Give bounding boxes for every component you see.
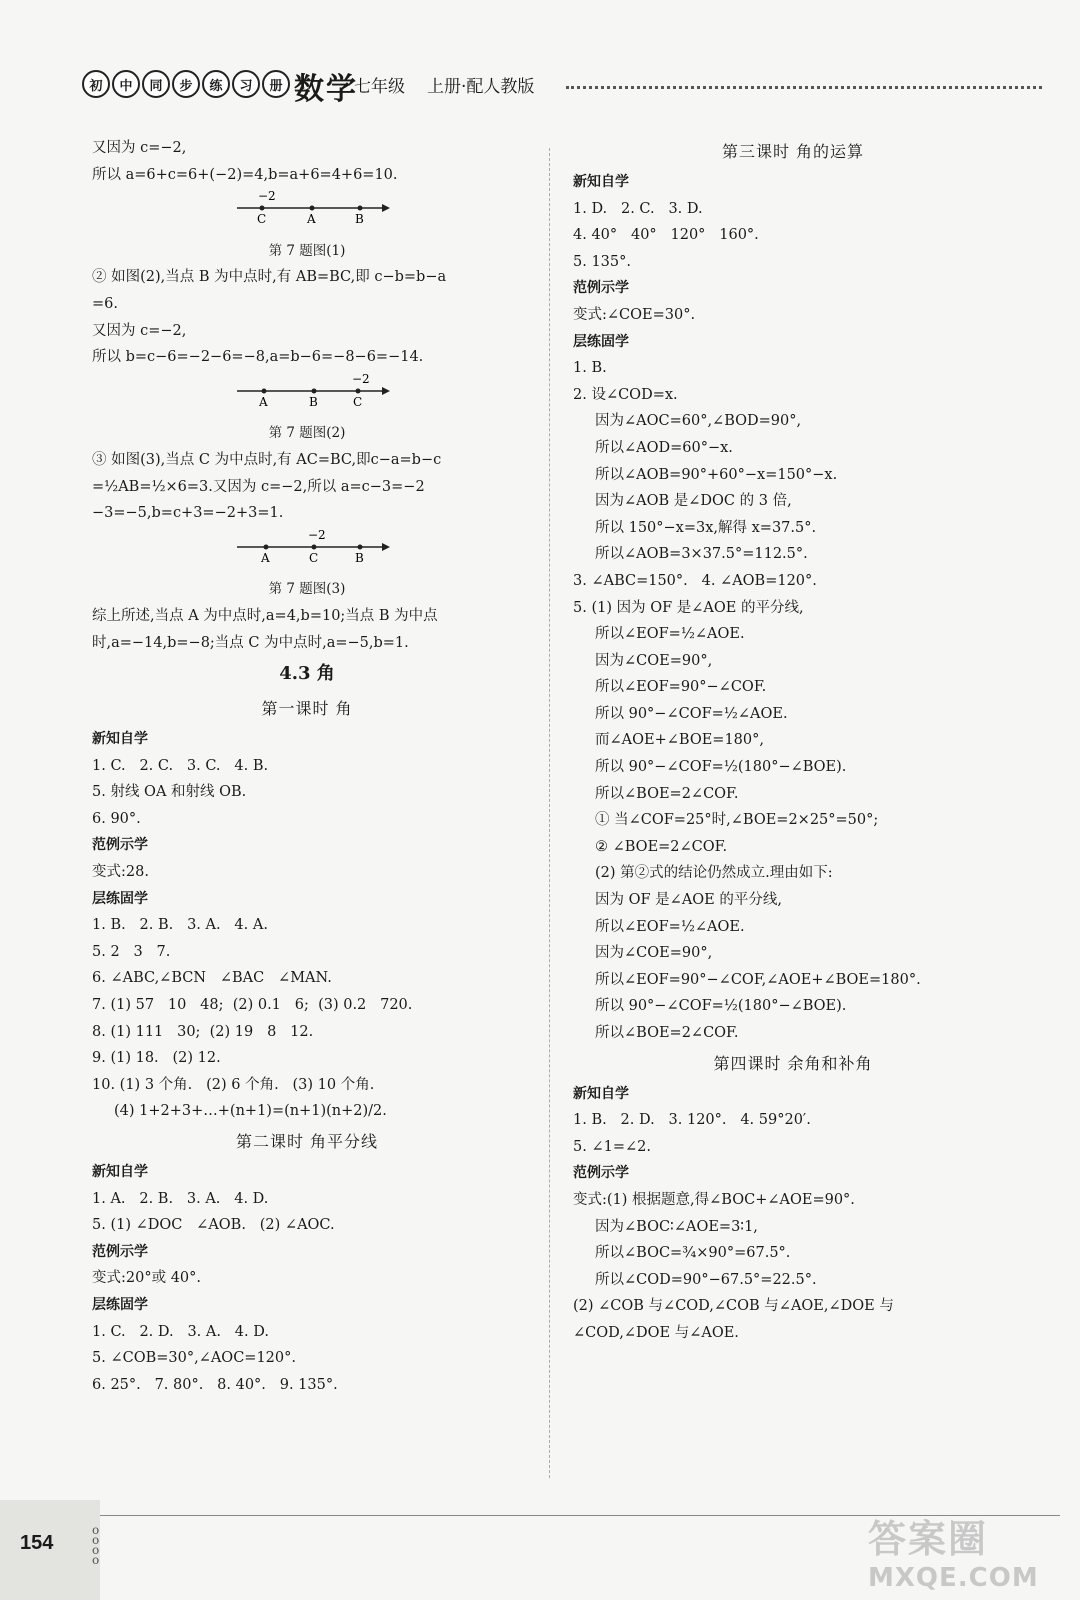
answer-line: 所以 150°−x=3x,解得 x=37.5°. (595, 519, 817, 536)
answer-line: 1. A. 2. B. 3. A. 4. D. (92, 1190, 269, 1207)
series-badge: 步 (172, 70, 200, 98)
answer-line: 10. (1) 3 个角. (2) 6 个角. (3) 10 个角. (92, 1076, 375, 1093)
number-line-figure-3 (92, 527, 522, 567)
point-label: B (355, 212, 364, 227)
answer-line: 因为∠COE=90°, (595, 652, 713, 669)
subsection-heading: 新知自学 (92, 1164, 148, 1180)
subsection-heading: 范例示学 (92, 837, 148, 854)
lesson-title: 第三课时 角的运算 (721, 142, 865, 161)
answer-line: 因为∠BOC∶∠AOE=3∶1, (595, 1218, 758, 1235)
value-label: −2 (352, 371, 370, 386)
point-label: C (353, 394, 363, 409)
answer-line: 1. B. 2. B. 3. A. 4. A. (92, 917, 268, 934)
point-label: B (309, 394, 318, 409)
right-column (573, 135, 1013, 1347)
subsection-heading: 范例示学 (573, 280, 629, 297)
series-badge: 习 (232, 70, 260, 98)
point-label: A (261, 550, 270, 565)
value-label: −2 (308, 527, 326, 542)
answer-line: 5. (1) 因为 OF 是∠AOE 的平分线, (573, 599, 804, 616)
subject-title: 数学 (294, 72, 358, 107)
answer-line: 因为∠AOB 是∠DOC 的 3 倍, (595, 493, 792, 510)
answer-line: 6. 25°. 7. 80°. 8. 40°. 9. 135°. (92, 1376, 338, 1393)
answer-line: ③ 如图(3),当点 C 为中点时,有 AC=BC,即c−a=b−c (92, 451, 442, 468)
answer-line: 5. (1) ∠DOC ∠AOB. (2) ∠AOC. (92, 1217, 335, 1234)
watermark-logo (868, 1508, 1068, 1600)
watermark-text: 答案圈 (868, 1517, 989, 1561)
answer-line: 所以∠AOB=3×37.5°=112.5°. (595, 546, 808, 563)
header-dotted-rule (566, 86, 1042, 89)
answer-line: (2) ∠COB 与∠COD,∠COB 与∠AOE,∠DOE 与 (573, 1298, 894, 1315)
answer-line: 5. 2 3 7. (92, 943, 171, 960)
page-number: 154 (20, 1532, 54, 1554)
answer-line: 9. (1) 18. (2) 12. (92, 1050, 221, 1067)
answer-line: 5. 射线 OA 和射线 OB. (92, 784, 247, 801)
answer-line: 变式:(1) 根据题意,得∠BOC+∠AOE=90°. (573, 1191, 855, 1208)
subsection-heading: 范例示学 (573, 1165, 629, 1182)
answer-line: 5. ∠COB=30°,∠AOC=120°. (92, 1350, 296, 1367)
answer-line: 又因为 c=−2, (92, 140, 187, 156)
series-badge: 同 (142, 70, 170, 98)
answer-line: 因为 OF 是∠AOE 的平分线, (595, 892, 782, 909)
answer-line: 所以∠BOE=2∠COF. (595, 1025, 739, 1041)
figure-caption: 第 7 题图(1) (268, 242, 346, 259)
answer-line: (4) 1+2+3+…+(n+1)=(n+1)(n+2)/2. (114, 1103, 387, 1120)
subsection-heading: 新知自学 (573, 1085, 629, 1102)
answer-line: 所以 90°−∠COF=½(180°−∠BOE). (595, 759, 847, 776)
footer-ornament: o o o o (92, 1523, 100, 1567)
answer-line: 所以∠EOF=½∠AOE. (595, 626, 745, 643)
answer-line: 所以 b=c−6=−2−6=−8,a=b−6=−8−6=−14. (92, 349, 424, 366)
answer-line: 而∠AOE+∠BOE=180°, (595, 732, 764, 749)
answer-line: −3=−5,b=c+3=−2+3=1. (92, 505, 284, 522)
answer-line: 所以∠COD=90°−67.5°=22.5°. (595, 1271, 817, 1288)
figure-caption: 第 7 题图(3) (268, 581, 346, 598)
page-header (82, 66, 1042, 106)
answer-line: 所以∠AOB=90°+60°−x=150°−x. (595, 466, 838, 483)
answer-line: 变式:∠COE=30°. (573, 306, 696, 323)
point-label: B (355, 550, 364, 565)
number-line-figure-1 (92, 188, 522, 228)
subsection-heading: 新知自学 (573, 174, 629, 190)
answer-line: 2. 设∠COD=x. (573, 386, 678, 403)
subsection-heading: 层练固学 (92, 1296, 148, 1313)
answer-line: (2) 第②式的结论仍然成立.理由如下: (595, 865, 833, 882)
grade-label: 七年级 (354, 77, 405, 97)
answer-line: 变式:20°或 40°. (92, 1270, 202, 1287)
answer-line: 1. C. 2. D. 3. A. 4. D. (92, 1323, 269, 1340)
series-badge: 中 (112, 70, 140, 98)
series-badge: 练 (202, 70, 230, 98)
volume-label: 上册·配人教版 (427, 77, 535, 97)
answer-line: 8. (1) 111 30; (2) 19 8 12. (92, 1023, 314, 1040)
answer-line: 所以∠BOC=¾×90°=67.5°. (595, 1245, 791, 1262)
answer-line: =½AB=½×6=3.又因为 c=−2,所以 a=c−3=−2 (92, 478, 425, 495)
point-label: C (257, 212, 267, 227)
series-badge: 册 (262, 70, 290, 98)
series-badge: 初 (82, 70, 110, 98)
answer-line: 1. C. 2. C. 3. C. 4. B. (92, 757, 269, 774)
point-label: C (309, 550, 319, 565)
answer-line: 所以 a=6+c=6+(−2)=4,b=a+6=4+6=10. (92, 166, 398, 183)
answer-line: 所以∠EOF=90°−∠COF. (595, 679, 767, 696)
answer-line: 所以∠EOF=½∠AOE. (595, 918, 745, 935)
answer-line: 因为∠AOC=60°,∠BOD=90°, (595, 413, 802, 430)
watermark-url: MXQE.COM (868, 1563, 1039, 1593)
answer-line: 所以∠EOF=90°−∠COF,∠AOE+∠BOE=180°. (595, 971, 921, 988)
section-title: 4.3 角 (279, 663, 335, 685)
answer-line: ① 当∠COF=25°时,∠BOE=2×25°=50°; (595, 812, 879, 829)
answer-line: 1. D. 2. C. 3. D. (573, 200, 703, 217)
answer-line: 7. (1) 57 10 48; (2) 0.1 6; (3) 0.2 720. (92, 997, 413, 1014)
answer-line: 所以∠BOE=2∠COF. (595, 785, 739, 802)
series-title-badges (82, 70, 290, 98)
column-divider (549, 148, 550, 1478)
answer-line: 因为∠COE=90°, (595, 945, 713, 962)
figure-caption: 第 7 题图(2) (268, 425, 346, 442)
value-label: −2 (258, 189, 276, 204)
subsection-heading: 新知自学 (92, 731, 148, 748)
answer-line: 5. ∠1=∠2. (573, 1138, 651, 1155)
answer-line: 4. 40° 40° 120° 160°. (573, 227, 759, 244)
left-column (92, 135, 522, 1398)
answer-line: 变式:28. (92, 864, 149, 881)
answer-line: 所以 90°−∠COF=½∠AOE. (595, 705, 788, 722)
answer-line: 5. 135°. (573, 253, 631, 270)
answer-line: 1. B. 2. D. 3. 120°. 4. 59°20′. (573, 1112, 811, 1129)
answer-line: ∠COD,∠DOE 与∠AOE. (573, 1324, 739, 1341)
answer-line: 1. B. (573, 360, 607, 377)
point-label: A (307, 212, 316, 227)
answer-line: 6. ∠ABC,∠BCN ∠BAC ∠MAN. (92, 970, 332, 987)
subsection-heading: 层练固学 (573, 333, 629, 350)
answer-line: 所以∠AOD=60°−x. (595, 439, 733, 456)
lesson-title: 第四课时 余角和补角 (713, 1053, 873, 1073)
subsection-heading: 层练固学 (92, 890, 148, 907)
lesson-title: 第二课时 角平分线 (235, 1132, 379, 1151)
answer-line: 3. ∠ABC=150°. 4. ∠AOB=120°. (573, 572, 817, 589)
point-label: A (259, 394, 268, 409)
answer-line: 又因为 c=−2, (92, 322, 187, 339)
answer-line: 综上所述,当点 A 为中点时,a=4,b=10;当点 B 为中点 (92, 607, 438, 624)
number-line-figure-2 (92, 371, 522, 411)
lesson-title: 第一课时 角 (261, 699, 353, 719)
answer-line: 6. 90°. (92, 810, 141, 827)
answer-line: 时,a=−14,b=−8;当点 C 为中点时,a=−5,b=1. (92, 634, 409, 651)
answer-line: ② 如图(2),当点 B 为中点时,有 AB=BC,即 c−b=b−a (92, 269, 447, 286)
answer-line: ② ∠BOE=2∠COF. (595, 838, 728, 855)
answer-line: 所以 90°−∠COF=½(180°−∠BOE). (595, 998, 847, 1015)
subsection-heading: 范例示学 (92, 1243, 148, 1260)
answer-line: =6. (92, 295, 118, 312)
